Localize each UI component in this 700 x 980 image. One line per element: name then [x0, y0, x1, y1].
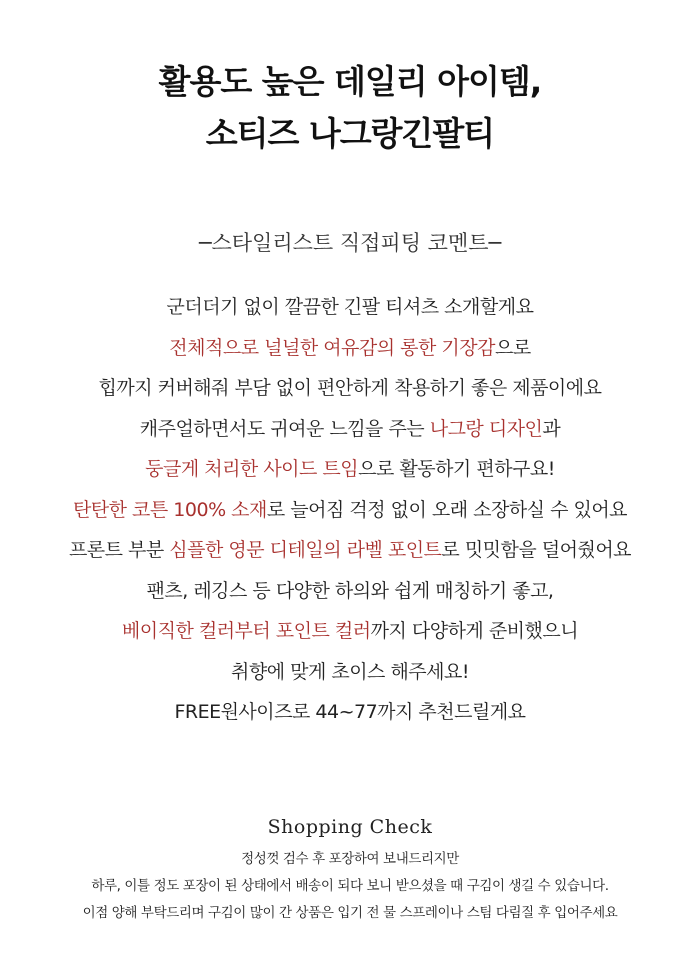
- shopping-note-line: 하루, 이틀 정도 포장이 된 상태에서 배송이 되다 보니 받으셨을 때 구김이 생길 수 있습니다.: [91, 878, 609, 894]
- comment-text: 캐주얼하면서도 귀여운 느낌을 주는: [139, 417, 430, 440]
- comment-text: 으로 활동하기 편하구요!: [358, 458, 555, 480]
- shopping-note-line: 정성껏 검수 후 포장하여 보내드리지만: [241, 851, 459, 867]
- comment-text: FREE원사이즈로 44~77까지 추천드릴게요: [174, 701, 526, 723]
- comment-text: 로 늘어짐 걱정 없이 오래 소장하실 수 있어요: [266, 498, 628, 521]
- comment-text: 로 밋밋함을 덜어줬어요: [441, 539, 632, 561]
- product-headline: [0, 56, 700, 160]
- shopping-check-notes: [0, 846, 700, 927]
- comment-highlight: 심플한 영문 디테일의 라벨 포인트: [169, 539, 442, 561]
- comment-text: 팬츠, 레깅스 등 다양한 하의와 쉽게 매칭하기 좋고,: [146, 579, 554, 602]
- shopping-note-line: 이점 양해 부탁드리며 구김이 많이 간 상품은 입기 전 물 스프레이나 스팀 다림질 후 입어주세요: [82, 905, 618, 921]
- comment-text: 프론트 부분: [68, 539, 170, 561]
- headline-line-2: 소티즈 나그랑긴팔티: [205, 114, 495, 153]
- comment-line: [0, 328, 700, 369]
- comment-highlight: 나그랑 디자인: [429, 417, 543, 440]
- comment-line: [0, 692, 700, 733]
- comment-line: [0, 287, 700, 328]
- comment-line: [0, 449, 700, 490]
- stylist-comment-title: ─스타일리스트 직접피팅 코멘트─: [198, 231, 502, 255]
- comment-text: 까지 다양하게 준비했으니: [370, 620, 579, 642]
- comment-text: 군더더기 없이 깔끔한 긴팔 티셔츠 소개할게요: [166, 296, 534, 318]
- comment-text: 힙까지 커버해줘 부담 없이 편안하게 착용하기 좋은 제품이에요: [98, 377, 602, 399]
- headline-line-1: 활용도 높은 데일리 아이템,: [158, 62, 542, 101]
- comment-line: [0, 409, 700, 450]
- comment-highlight: 탄탄한 코튼 100% 소재: [72, 498, 267, 521]
- comment-line: [0, 490, 700, 531]
- comment-line: [0, 530, 700, 571]
- comment-text: 취향에 맞게 초이스 해주세요!: [231, 660, 469, 683]
- comment-line: [0, 652, 700, 693]
- comment-text: 으로: [494, 336, 531, 359]
- comment-highlight: 전체적으로 널널한 여유감의 롱한 기장감: [169, 336, 495, 359]
- shopping-check-title: Shopping Check: [267, 816, 433, 838]
- comment-line: [0, 571, 700, 612]
- stylist-comments: [0, 287, 700, 733]
- comment-highlight: 베이직한 컬러부터 포인트 컬러: [121, 620, 371, 642]
- comment-text: 과: [542, 417, 561, 440]
- comment-highlight: 둥글게 처리한 사이드 트임: [145, 458, 359, 480]
- comment-line: [0, 611, 700, 652]
- comment-line: [0, 368, 700, 409]
